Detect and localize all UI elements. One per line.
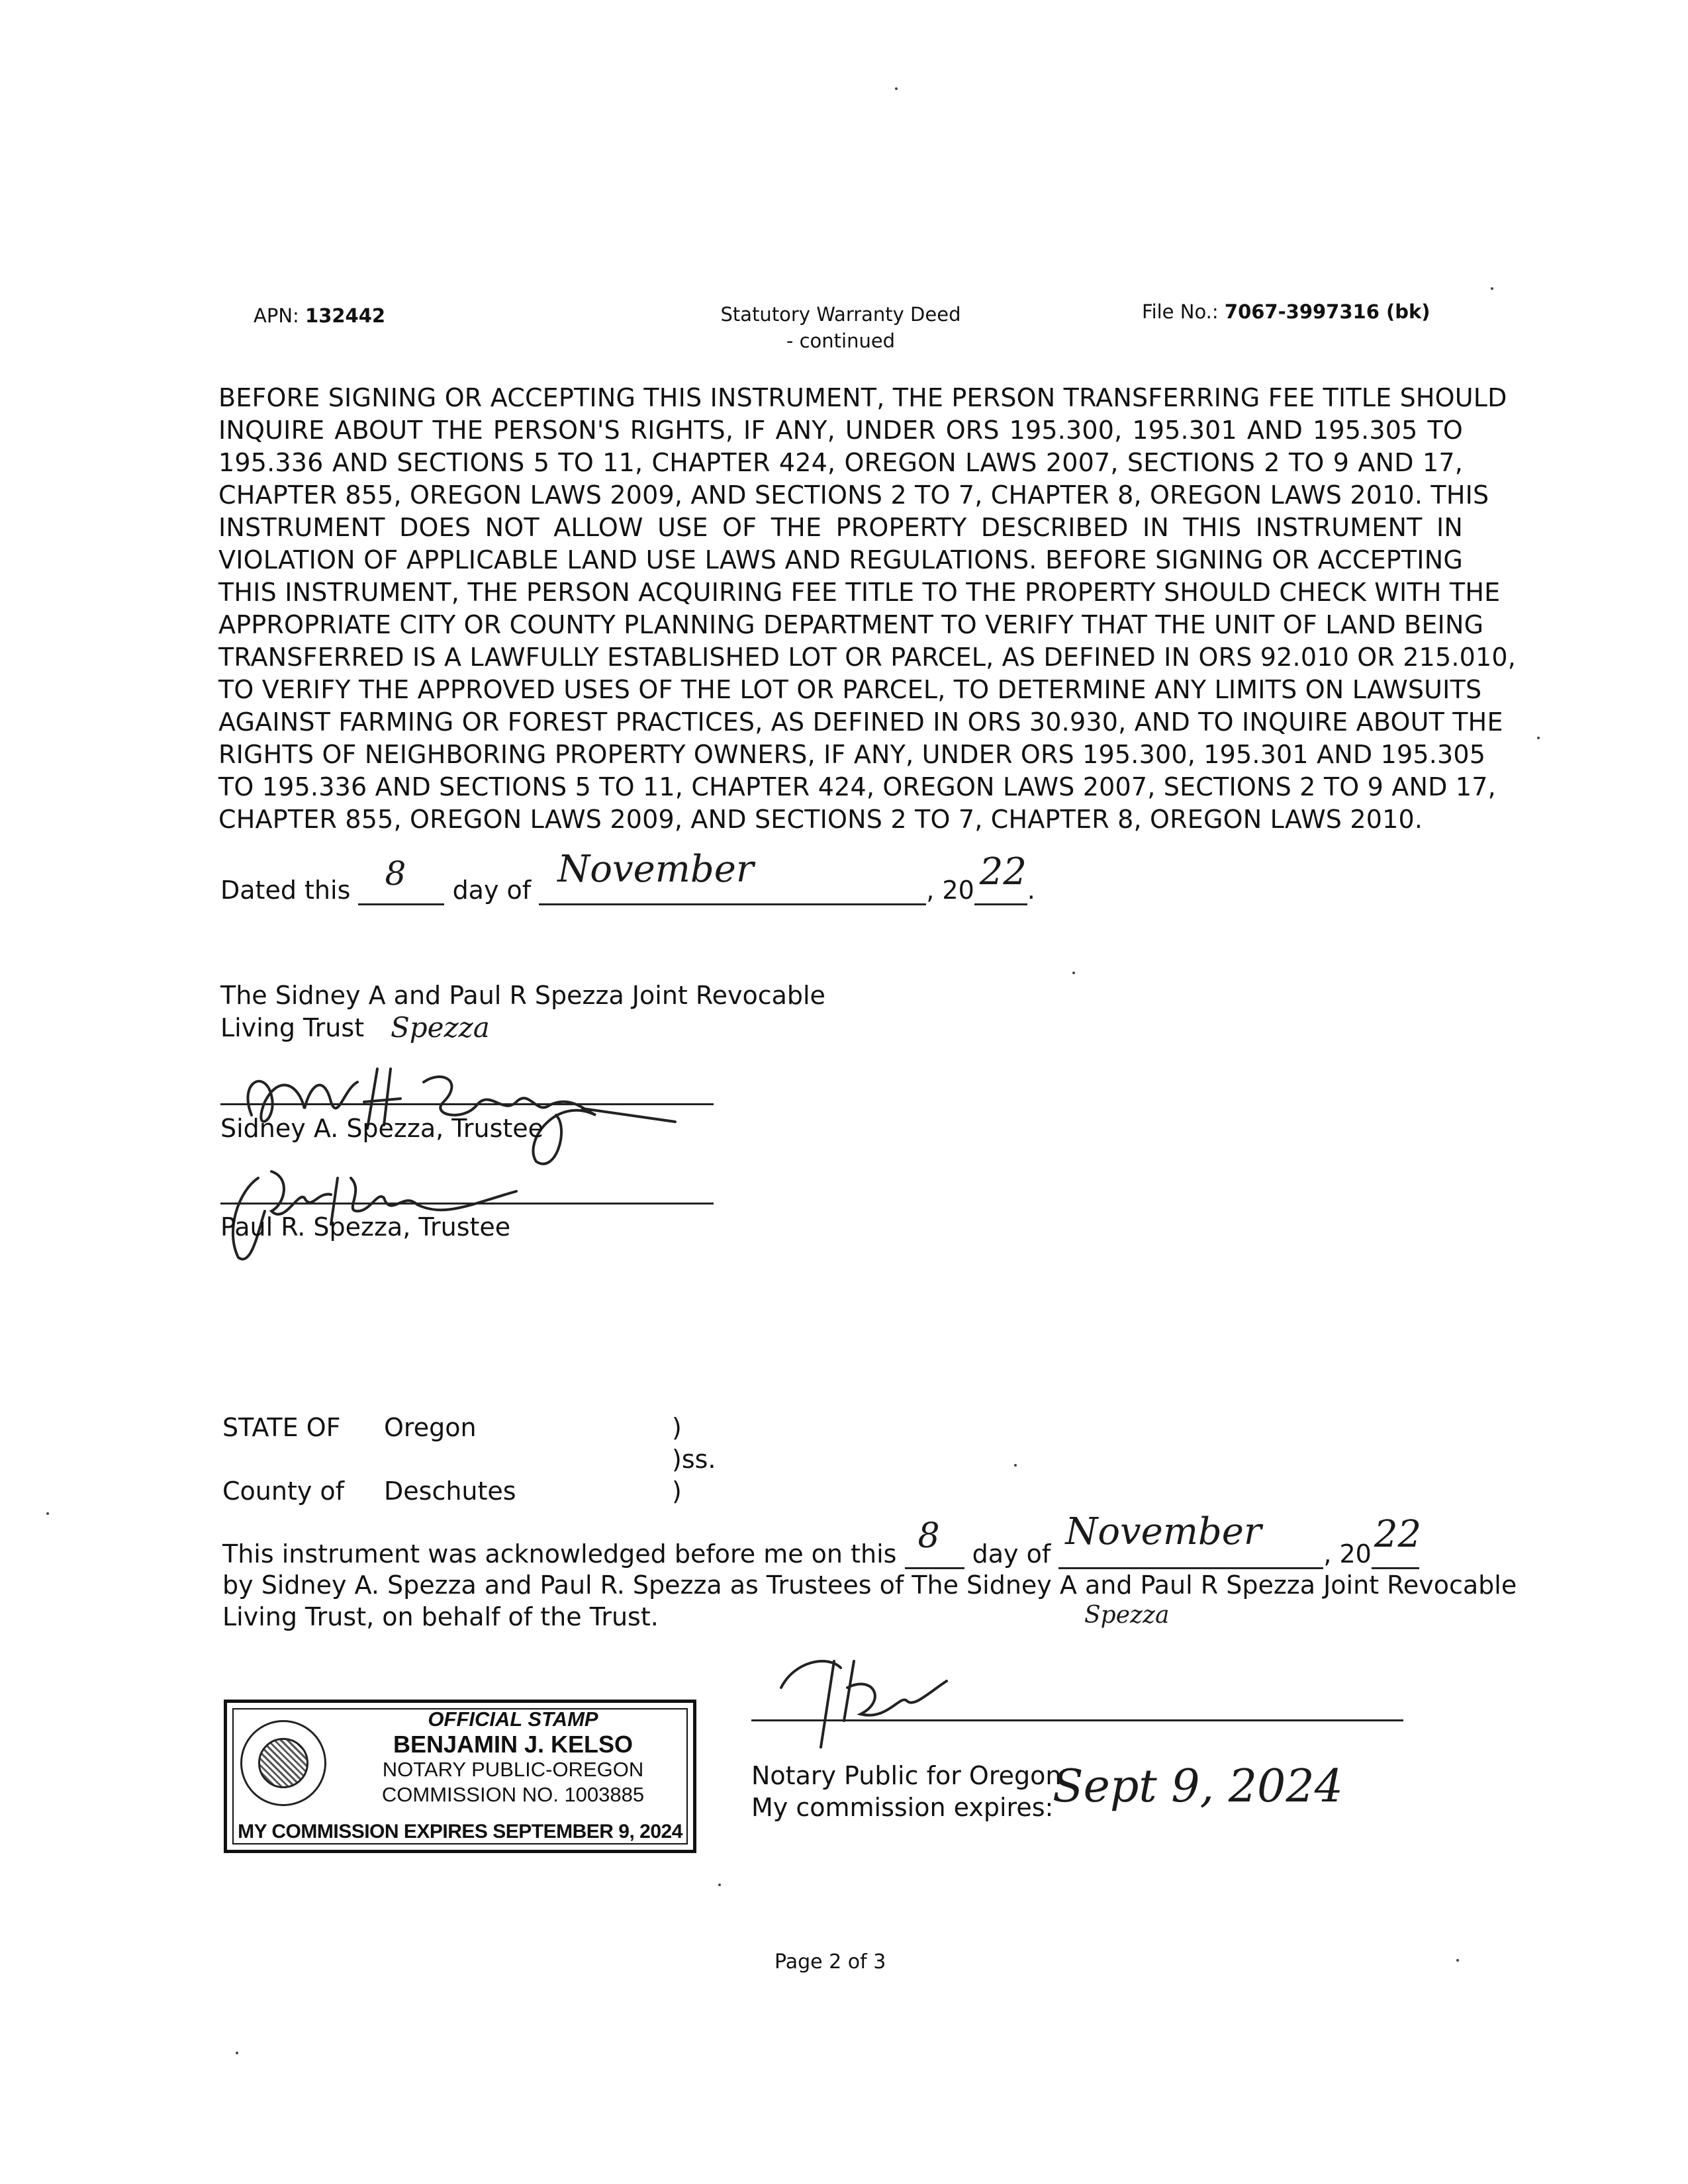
ack-day-field — [905, 1516, 964, 1569]
signature-line-paul — [220, 1203, 714, 1205]
ack-line1 — [222, 1510, 1422, 1569]
notice-line: 195.336 AND SECTIONS 5 TO 11, CHAPTER 424, OREGON LAWS 2007, SECTIONS 2 TO 9 AND 17, — [218, 448, 1463, 477]
trust-name-line1: The Sidney A and Paul R Spezza Joint Revocable — [220, 981, 825, 1010]
apn-value: 132442 — [305, 304, 386, 327]
signer-paul: Paul R. Spezza, Trustee — [220, 1212, 511, 1242]
official-stamp — [224, 1700, 696, 1853]
notice-line: THIS INSTRUMENT, THE PERSON ACQUIRING FEE TITLE TO THE PROPERTY SHOULD CHECK WITH THE — [218, 578, 1501, 607]
venue-paren-1: ) — [672, 1413, 682, 1442]
dated-day: 8 — [385, 854, 406, 893]
notice-line: INSTRUMENT DOES NOT ALLOW USE OF THE PROPERTY DESCRIBED IN THIS INSTRUMENT IN — [218, 513, 1463, 542]
notice-line: RIGHTS OF NEIGHBORING PROPERTY OWNERS, IF ANY, UNDER ORS 195.300, 195.301 AND 195.305 — [218, 740, 1486, 769]
ack-prefix: This instrument was acknowledged before me on this — [222, 1539, 897, 1569]
ack-year-field — [1372, 1513, 1422, 1569]
state-value: Oregon — [384, 1413, 477, 1442]
notary-expires-label: My commission expires: — [751, 1793, 1054, 1822]
dated-year-field — [974, 850, 1027, 905]
document-title-text: Statutory Warranty Deed — [720, 303, 961, 326]
notice-line: VIOLATION OF APPLICABLE LAND USE LAWS AND REGULATIONS. BEFORE SIGNING OR ACCEPTING — [218, 545, 1463, 574]
scan-speck — [1537, 737, 1540, 739]
notary-signature — [768, 1648, 966, 1754]
venue-ss: )ss. — [672, 1445, 716, 1474]
stamp-expiry: MY COMMISSION EXPIRES SEPTEMBER 9, 2024 — [238, 1821, 682, 1843]
dated-line — [220, 848, 1035, 905]
signature-paul — [218, 1152, 563, 1271]
dated-end: . — [1027, 876, 1035, 905]
apn — [254, 302, 385, 329]
ack-line2: by Sidney A. Spezza and Paul R. Spezza as Trustees of The Sidney A and Paul R Spezza Joint Revocable — [222, 1570, 1517, 1600]
scan-speck — [718, 1884, 721, 1886]
dated-prefix: Dated this — [220, 876, 351, 905]
ack-year-prefix: , 20 — [1323, 1539, 1372, 1569]
ack-day-of: day of — [972, 1539, 1051, 1569]
signer-sidney: Sidney A. Spezza, Trustee — [220, 1114, 544, 1143]
signature-line-sidney — [220, 1103, 714, 1105]
dated-year: 22 — [979, 850, 1027, 893]
apn-label: APN: — [254, 304, 299, 327]
dated-month-field — [539, 848, 926, 905]
trust-name-line2: Living Trust — [220, 1013, 365, 1042]
ack-month: November — [1065, 1510, 1262, 1553]
stamp-title: OFFICIAL STAMP — [428, 1707, 598, 1731]
scan-speck — [236, 2052, 238, 2054]
county-label: County of — [222, 1477, 345, 1506]
scan-speck — [895, 87, 898, 90]
county-value: Deschutes — [384, 1477, 516, 1506]
stamp-line2: COMMISSION NO. 1003885 — [381, 1783, 645, 1806]
notary-expires-handwritten: Sept 9, 2024 — [1053, 1760, 1343, 1813]
statutory-notice — [218, 382, 1517, 836]
dated-day-field — [358, 854, 444, 905]
ack-day: 8 — [917, 1516, 940, 1556]
stamp-text — [340, 1707, 686, 1807]
dated-month: November — [557, 848, 754, 891]
page-number: Page 2 of 3 — [774, 1950, 886, 1974]
seal-center — [258, 1738, 308, 1788]
file-number-value: 7067-3997316 (bk) — [1224, 300, 1430, 323]
notice-line: CHAPTER 855, OREGON LAWS 2009, AND SECTIONS 2 TO 7, CHAPTER 8, OREGON LAWS 2010. — [218, 805, 1423, 834]
venue-paren-3: ) — [672, 1477, 682, 1506]
notice-line: CHAPTER 855, OREGON LAWS 2009, AND SECTIONS 2 TO 7, CHAPTER 8, OREGON LAWS 2010. THIS — [218, 480, 1489, 510]
notice-line: INQUIRE ABOUT THE PERSON'S RIGHTS, IF ANY, UNDER ORS 195.300, 195.301 AND 195.305 TO — [218, 416, 1463, 445]
file-number-label: File No.: — [1142, 300, 1219, 323]
ack-line3: Living Trust, on behalf of the Trust. — [222, 1602, 659, 1631]
dated-year-prefix: , 20 — [926, 876, 974, 905]
notice-line: AGAINST FARMING OR FOREST PRACTICES, AS DEFINED IN ORS 30.930, AND TO INQUIRE ABOUT THE — [218, 707, 1503, 737]
dated-day-of: day of — [452, 876, 532, 905]
notice-line: TO 195.336 AND SECTIONS 5 TO 11, CHAPTER 424, OREGON LAWS 2007, SECTIONS 2 TO 9 AND 17, — [218, 772, 1496, 801]
state-seal-icon — [240, 1720, 326, 1806]
ack-month-field — [1058, 1510, 1323, 1569]
file-number — [1142, 298, 1430, 325]
ack-insert-handwritten: Spezza — [1084, 1602, 1170, 1629]
ack-year: 22 — [1374, 1513, 1422, 1556]
scan-speck — [46, 1512, 49, 1515]
stamp-notary-name: BENJAMIN J. KELSO — [393, 1731, 633, 1758]
notary-title: Notary Public for Oregon — [751, 1761, 1062, 1790]
trust-insert-handwritten: Spezza — [391, 1011, 490, 1044]
notice-line: BEFORE SIGNING OR ACCEPTING THIS INSTRUMENT, THE PERSON TRANSFERRING FEE TITLE SHOULD — [218, 383, 1507, 412]
scan-speck — [1072, 972, 1075, 974]
notice-line: TO VERIFY THE APPROVED USES OF THE LOT OR PARCEL, TO DETERMINE ANY LIMITS ON LAWSUITS — [218, 675, 1482, 704]
notice-line: TRANSFERRED IS A LAWFULLY ESTABLISHED LOT OR PARCEL, AS DEFINED IN ORS 92.010 OR 215.010, — [218, 643, 1517, 672]
document-title — [695, 301, 986, 354]
scan-speck — [1491, 287, 1493, 290]
stamp-line1: NOTARY PUBLIC-OREGON — [382, 1758, 644, 1781]
state-label: STATE OF — [222, 1413, 341, 1442]
scan-speck — [1014, 1464, 1017, 1467]
notary-signature-line — [751, 1719, 1403, 1721]
scan-speck — [1456, 1959, 1459, 1962]
notice-line: APPROPRIATE CITY OR COUNTY PLANNING DEPARTMENT TO VERIFY THAT THE UNIT OF LAND BEING — [218, 610, 1484, 639]
document-subtitle: - continued — [786, 330, 896, 352]
